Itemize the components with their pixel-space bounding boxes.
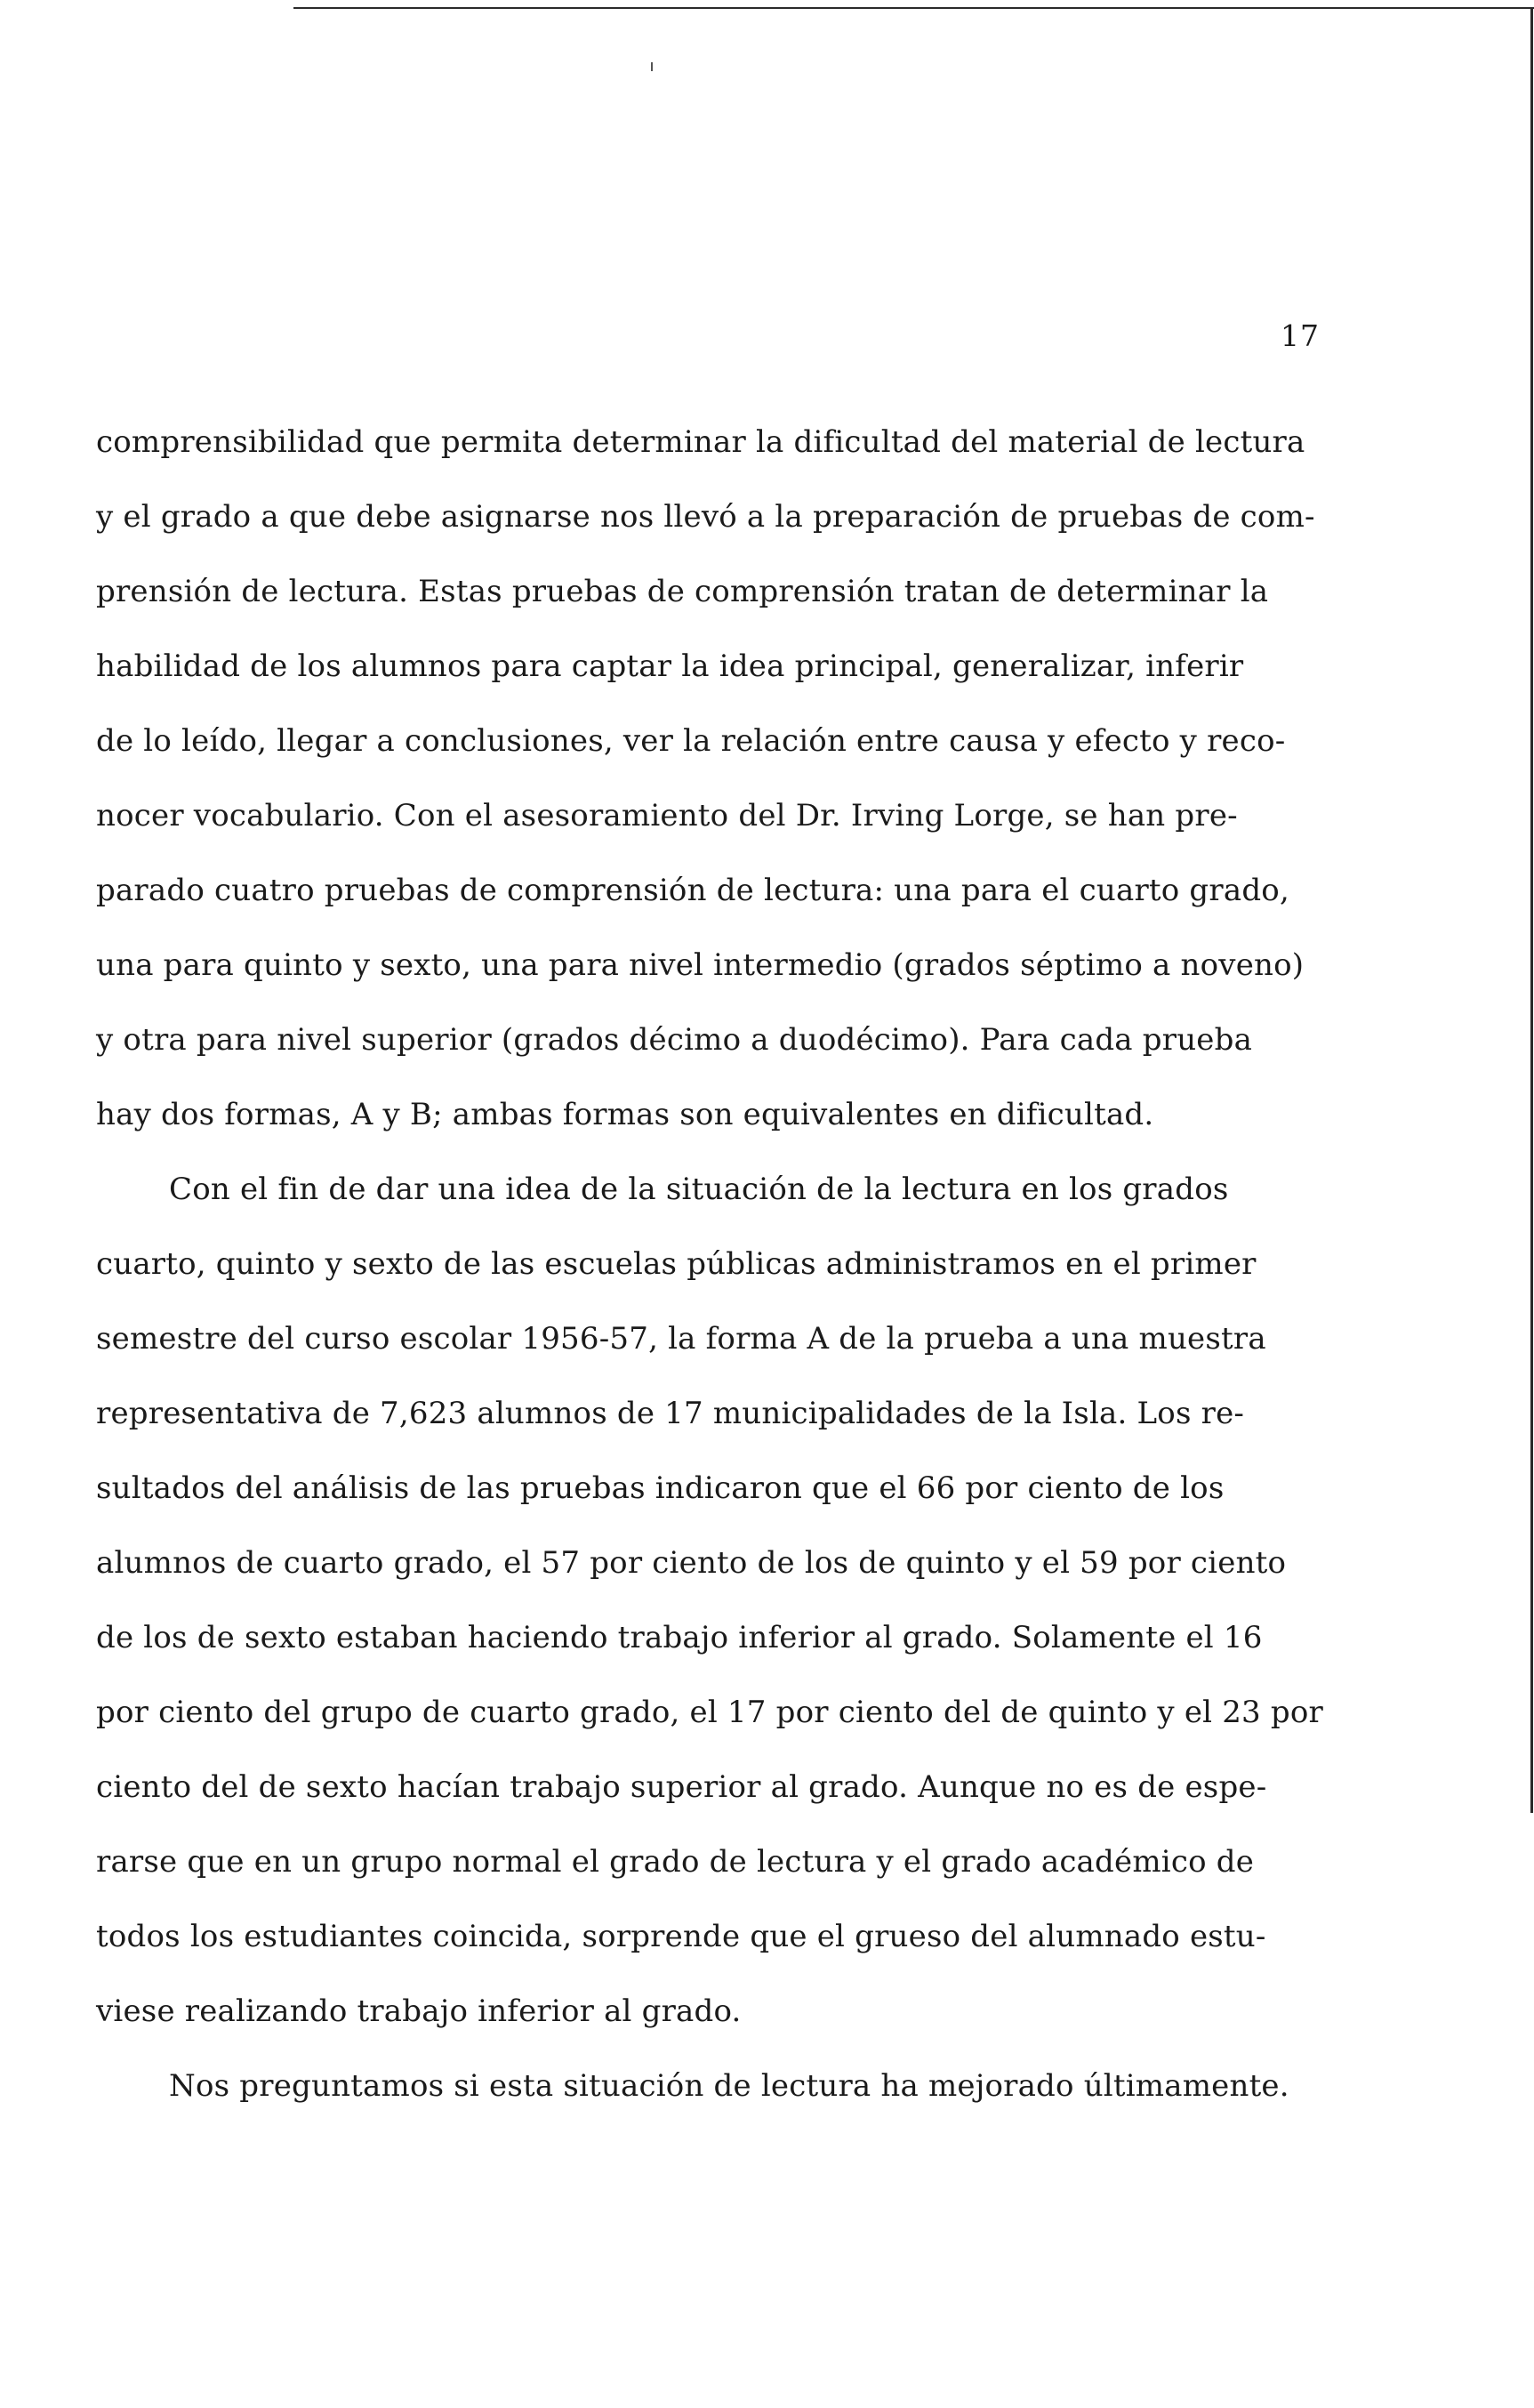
paragraph-1-line: parado cuatro pruebas de comprensión de lectura: una para el cuarto grado, xyxy=(96,873,1289,908)
paragraph-2-line: ciento del de sexto hacían trabajo superior al grado. Aunque no es de espe- xyxy=(96,1769,1267,1805)
paragraph-2-line: semestre del curso escolar 1956-57, la forma A de la prueba a una muestra xyxy=(96,1321,1266,1357)
paragraph-2-line: todos los estudiantes coincida, sorprende que el grueso del alumnado estu- xyxy=(96,1919,1266,1954)
paragraph-1-line: hay dos formas, A y B; ambas formas son equivalentes en dificultad. xyxy=(96,1097,1154,1132)
paragraph-1-line: y el grado a que debe asignarse nos llevó a la preparación de pruebas de com- xyxy=(96,499,1315,535)
paragraph-1-line: habilidad de los alumnos para captar la idea principal, generalizar, inferir xyxy=(96,648,1244,684)
paragraph-2-line: Con el fin de dar una idea de la situación de la lectura en los grados xyxy=(169,1172,1229,1207)
body-text xyxy=(96,405,1394,2123)
scan-top-border xyxy=(293,7,1534,9)
paragraph-1-line: de lo leído, llegar a conclusiones, ver la relación entre causa y efecto y reco- xyxy=(96,723,1286,759)
paragraph-1-line: prensión de lectura. Estas pruebas de comprensión tratan de determinar la xyxy=(96,574,1269,609)
paragraph-1-line: y otra para nivel superior (grados décimo a duodécimo). Para cada prueba xyxy=(96,1022,1253,1058)
paragraph-2-line: rarse que en un grupo normal el grado de lectura y el grado académico de xyxy=(96,1844,1255,1880)
page-number: 17 xyxy=(1281,318,1320,353)
paragraph-2-line: sultados del análisis de las pruebas indicaron que el 66 por ciento de los xyxy=(96,1470,1225,1506)
paragraph-2-line: viese realizando trabajo inferior al grado. xyxy=(96,1993,742,2029)
scan-mark xyxy=(651,62,653,71)
paragraph-2-line: de los de sexto estaban haciendo trabajo inferior al grado. Solamente el 16 xyxy=(96,1620,1263,1655)
paragraph-2-line: cuarto, quinto y sexto de las escuelas públicas administramos en el primer xyxy=(96,1246,1257,1282)
paragraph-1-line: una para quinto y sexto, una para nivel intermedio (grados séptimo a noveno) xyxy=(96,947,1305,983)
paragraph-1-line: nocer vocabulario. Con el asesoramiento del Dr. Irving Lorge, se han pre- xyxy=(96,798,1238,834)
paragraph-1-line: comprensibilidad que permita determinar la dificultad del material de lectura xyxy=(96,424,1305,460)
paragraph-2-line: por ciento del grupo de cuarto grado, el 17 por ciento del de quinto y el 23 por xyxy=(96,1695,1323,1730)
paragraph-2-line: representativa de 7,623 alumnos de 17 municipalidades de la Isla. Los re- xyxy=(96,1396,1245,1431)
paragraph-2-line: alumnos de cuarto grado, el 57 por ciento de los de quinto y el 59 por ciento xyxy=(96,1545,1287,1581)
paragraph-3-line: Nos preguntamos si esta situación de lectura ha mejorado últimamente. xyxy=(169,2068,1289,2104)
scan-right-border xyxy=(1530,7,1533,1813)
